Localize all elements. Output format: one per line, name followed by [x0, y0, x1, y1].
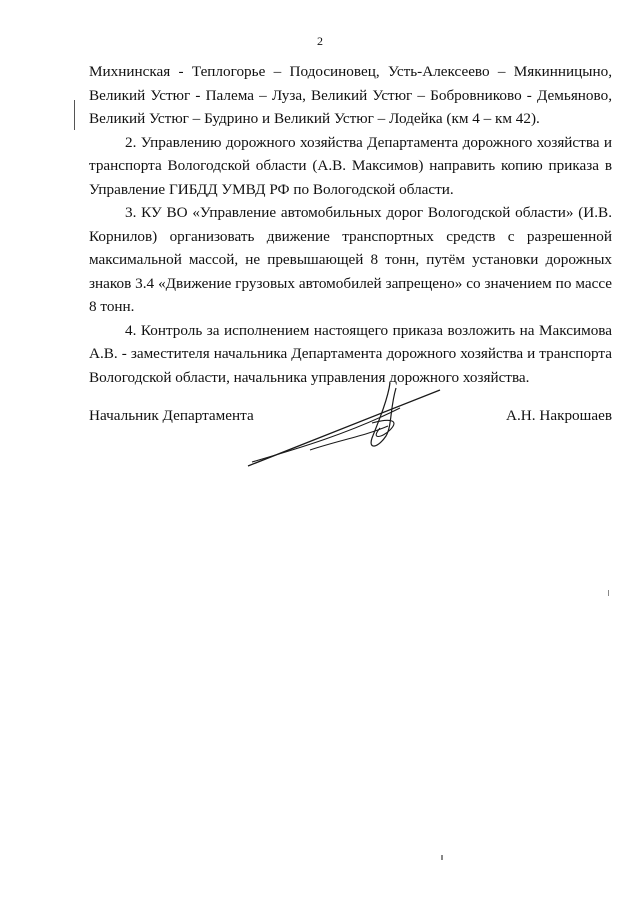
- scan-artifact: [608, 590, 609, 596]
- paragraph-item-3: 3. КУ ВО «Управление автомобильных дорог Вологодской области» (И.В. Корнилов) организовать движение транспортных средств с разрешенной максимальной массой, не превышающей 8 тонн, путём установки дорожных знаков 3.4 «Движение грузовых автомобилей запрещено» со значением по массе 8 тонн.: [89, 204, 612, 315]
- margin-mark: [74, 100, 75, 130]
- page-number: 2: [317, 34, 323, 48]
- document-body: [89, 60, 612, 389]
- signatory-name: А.Н. Накрошаев: [506, 407, 612, 424]
- paragraph-item-4: 4. Контроль за исполнением настоящего приказа возложить на Максимова А.В. - заместителя начальника Департамента дорожного хозяйства и транспорта Вологодской области, начальника управления дорожного хозяйства.: [89, 321, 612, 386]
- paragraph-route-list: Михнинская - Теплогорье – Подосиновец, Усть-Алексеево – Мякинницыно, Великий Устюг - Палема – Луза, Великий Устюг – Бобровниково - Демьяново, Великий Устюг – Будрино и Великий Устюг – Лодейка (км 4 – км 42).: [89, 63, 612, 127]
- scan-artifact: [441, 855, 443, 860]
- handwritten-signature: [240, 378, 450, 473]
- paragraph-item-2: 2. Управлению дорожного хозяйства Департамента дорожного хозяйства и транспорта Вологодской области (А.В. Максимов) направить копию приказа в Управление ГИБДД УМВД РФ по Вологодской области.: [89, 133, 612, 198]
- signatory-title: Начальник Департамента: [89, 407, 254, 424]
